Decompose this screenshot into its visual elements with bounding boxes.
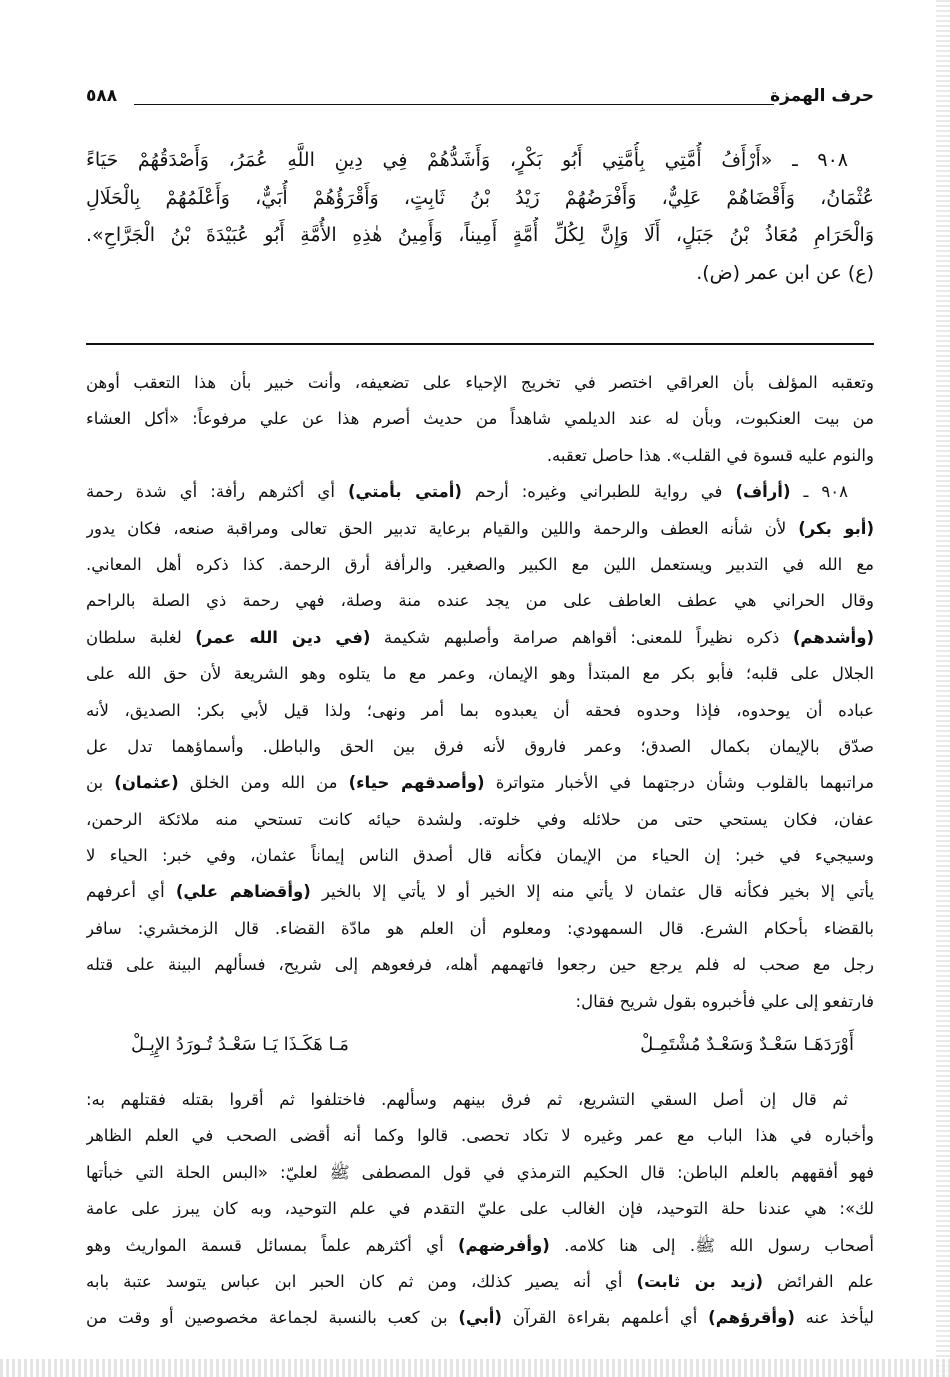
verse-first-hemistich: أَوْرَدَهَـا سَعْـدٌ وَسَعْـدٌ مُشْتَمِـلْ xyxy=(640,1034,854,1056)
commentary-line: فارتفعو إلى علي فأخبروه بقول شريح فقال: xyxy=(575,991,874,1011)
commentary-line: وسيجيء في خبر: إن الحياء من الإيمان فكأنه قال أصدق الناس إيماناً عثمان، وفي خبر: الحياء لا xyxy=(86,846,874,866)
commentary-line: وتعقبه المؤلف بأن العراقي اختصر في تخريج الإحياء على تضعيفه، وأنت خبير بأن هذا التعقب أوهن xyxy=(86,373,874,392)
commentary-line: فهو أفقههم بالعلم الباطن: قال الحكيم الترمذي في قول المصطفى ﷺ لعليّ: «البس الحلة التي خبأتها xyxy=(86,1162,874,1182)
commentary-line: عفان، فكان يستحي حتى من حلائله وفي خلوته. ولشدة حيائه كانت تستحي منه ملائكة الرحمن، xyxy=(86,809,874,829)
commentary-line: صدّق بالإيمان بكمال الصدق؛ وعمر فاروق لأنه فرق بين الحق والباطل. وأسماؤهما تدل عل xyxy=(86,736,874,756)
scan-edge-right xyxy=(936,0,950,1377)
header-rule xyxy=(134,104,774,105)
lemma-term: (وأقرؤهم) xyxy=(708,1308,795,1328)
commentary-line: (وأشدهم) ذكره نظيراً للمعنى: أقواهم صرامة وأصلبهم شكيمة (في دين الله عمر) لغلبة سلطان xyxy=(86,627,874,647)
commentary-line: بالقضاء بأحكام الشرع. قال السمهودي: ومعلوم أن العلم هو مادّة القضاء. قال الزمخشري: سافر xyxy=(86,918,874,938)
commentary-line: وقال الحراني هي عطف العاطف على من يجد عنده منة وصلة، فهي رحمة ذي الصلة بالراحم xyxy=(86,591,874,611)
lemma-term: (وأفرضهم) xyxy=(458,1235,550,1255)
lemma-term: (عثمان) xyxy=(114,773,179,793)
commentary-line: مع الله في التدبير ويستعمل اللين مع الكبير والصغير. والرأفة أرق الرحمة. كذا ذكره أهل المعاني. xyxy=(86,554,874,574)
commentary-line: ثم قال إن أصل السقي التشريع، ثم فرق بينهم وسألهم. فاختلفوا ثم أقروا بقتله فقتلهم به: xyxy=(86,1090,848,1110)
footnote-separator xyxy=(86,343,874,345)
lemma-term: (أبو بكر) xyxy=(798,518,874,538)
commentary-line: أصحاب رسول الله ﷺ. إلى هنا كلامه. (وأفرضهم) أي أكثرهم علماً بمسائل قسمة المواريث وهو xyxy=(86,1235,874,1255)
page-number: ٥٨٨ xyxy=(86,86,118,106)
commentary-line: ليأخذ عنه (وأقرؤهم) أي أعلمهم بقراءة القرآن (أبي) بن كعب بالنسبة لجماعة مخصوصين أو وقت من xyxy=(86,1308,874,1328)
commentary-line: ٩٠٨ ـ (أرأف) في رواية للطبراني وغيره: أرحم (أمتي بأمتي) أي أكثرهم رأفة: أي شدة رحمة xyxy=(86,482,849,502)
hadith-line: وَالْحَرَامِ مُعَاذُ بْنُ جَبَلٍ، أَلَا وَإِنَّ لِكُلِّ أُمَّةٍ أَمِيناً، وَأَمِينُ هٰذِهِ الأُمَّةِ أَبُو عُبَيْدَةَ بْنُ الْجَرَّاحِ». xyxy=(86,224,874,246)
commentary-line: (أبو بكر) لأن شأنه العطف والرحمة واللين والقيام برعاية تدبير الحق تعالى ومراقبة صنعه، فكان يدور xyxy=(86,518,874,538)
commentary-line: عباده أن يوحدوه، فإذا وحدوه فحقه أن يعبدوه بما أمر ونهى؛ ولذا قيل لأبي بكر: الصديق، لأنه xyxy=(86,700,874,720)
scan-edge-bottom xyxy=(0,1359,950,1377)
lemma-term: (أبي) xyxy=(458,1308,502,1328)
commentary-after-verse xyxy=(86,1082,874,1337)
lemma-term: (وأقضاهم علي) xyxy=(175,882,311,902)
commentary-before-verse xyxy=(86,365,874,1020)
commentary-line: مراتبهما بالقلوب وشأن درجتهما في الأخبار متواترة (وأصدقهم حياء) من الله ومن الخلق (عثمان) بن xyxy=(86,773,874,793)
page-header xyxy=(86,86,874,112)
lemma-term: (زيد بن ثابت) xyxy=(636,1271,764,1291)
hadith-line: عُثْمَانُ، وَأَقْضَاهُمْ عَلِيٌّ، وَأَفْرَضُهُمْ زَيْدُ بْنُ ثَابِتٍ، وَأَقْرَؤُهُمْ أُبَيٌّ، وَأَعْلَمُهُمْ بِالْحَلَالِ xyxy=(86,186,874,209)
hadith-source: (ع) عن ابن عمر (ض). xyxy=(696,261,874,284)
commentary-line: يأتي إلا بخير فكأنه قال عثمان لا يأتي منه إلا الخير أو لا يأتي إلا بالخير (وأقضاهم علي) أي أعرفهم xyxy=(86,882,874,902)
commentary-line: علم الفرائض (زيد بن ثابت) أي أنه يصير كذلك، ومن ثم كان الحبر ابن عباس يتوسد عتبة بابه xyxy=(86,1271,874,1291)
lemma-term: (وأصدقهم حياء) xyxy=(348,773,485,793)
lemma-term: (أرأف) xyxy=(735,482,791,502)
poetry-verse xyxy=(86,1020,874,1082)
running-title: حرف الهمزة xyxy=(770,86,874,106)
commentary-line: وأخباره في هذا الباب مع عمر وغيره لا تكاد تحصى. قالوا وكما أنه أقضى الصحب في العلم الظاهر xyxy=(86,1126,874,1146)
commentary-line: لك»: هي عندنا حلة التوحيد، فإن الغالب على عليّ التقدم في علم التوحيد، وبه كان يبرز على عامة xyxy=(86,1199,874,1219)
verse-second-hemistich: مَـا هَكَـذَا يَـا سَعْـدُ تُـورَدُ الإِبِـلْ xyxy=(131,1034,349,1056)
hadith-line: ٩٠٨ ـ «أَرْأَفُ أُمَّتِي بِأُمَّتِي أَبُو بَكْرٍ، وَأَشَدُّهُمْ فِي دِينِ اللَّهِ عُمَرُ، وَأَصْدَقُهُمْ حَيَاءً xyxy=(86,149,848,171)
lemma-term: (أمتي بأمتي) xyxy=(347,482,462,502)
commentary-line: والنوم عليه قسوة في القلب». هذا حاصل تعقبه. xyxy=(546,445,874,465)
hadith-text xyxy=(86,142,874,292)
commentary-text xyxy=(86,365,874,1337)
commentary-line: من بيت العنكبوت، وبأن له عند الديلمي شاهداً من حديث أصرم هذا عن علي مرفوعاً: «أكل العشاء xyxy=(86,409,874,429)
commentary-line: رجل مع صحب له فلم يرجع حين رجعوا فاتهمهم أهله، فرفعوهم إلى شريح، فسألهم البينة على قتله xyxy=(86,955,874,975)
lemma-term: (في دين الله عمر) xyxy=(195,627,371,647)
commentary-line: الجلال على قلبه؛ فأبو بكر مع المبتدأ وهو الإيمان، وعمر مع ما يتلوه وهو الشريعة لأن حق الله على xyxy=(86,664,874,684)
lemma-term: (وأشدهم) xyxy=(792,627,874,647)
